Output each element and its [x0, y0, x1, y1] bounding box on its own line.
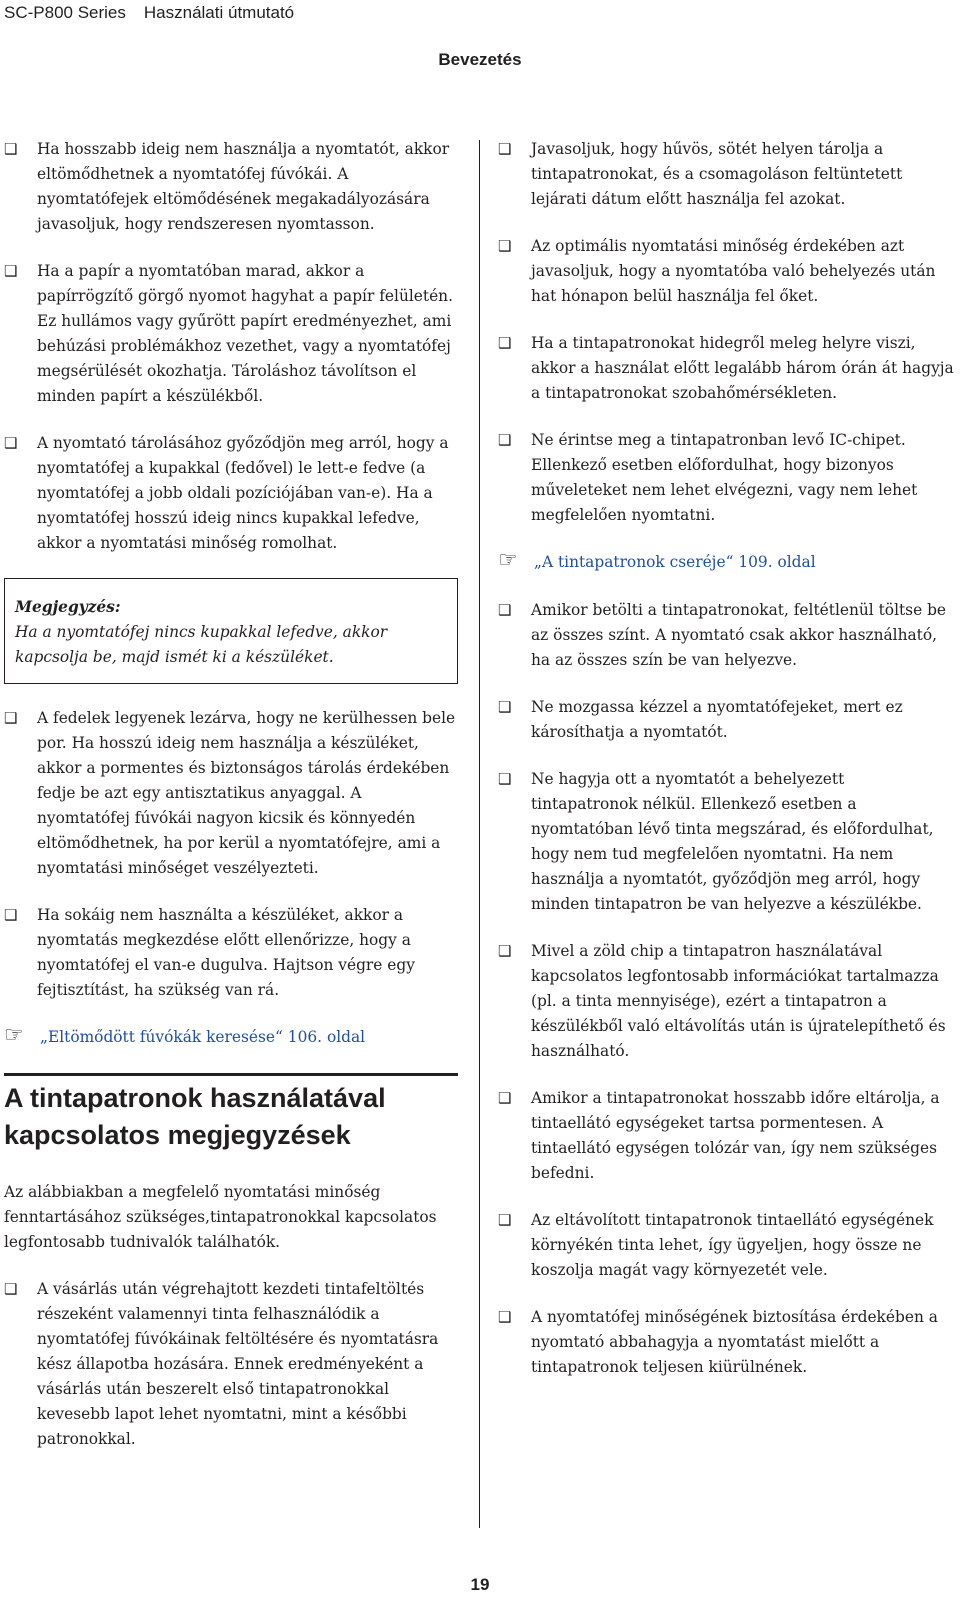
note-text: Ha a nyomtatófej nincs kupakkal lefedve, akkor kapcsolja be, majd ismét ki a készüléket. [15, 623, 388, 666]
cross-reference-text: „A tintapatronok cseréje“ 109. oldal [534, 553, 816, 571]
pointing-hand-icon: ☞ [498, 548, 518, 573]
list-item [498, 1208, 954, 1283]
list-item [498, 137, 954, 212]
note-title: Megjegyzés: [15, 598, 121, 616]
checkbox-bullet-icon: ❑ [498, 1308, 512, 1326]
checkbox-bullet-icon: ❑ [498, 1089, 512, 1107]
cross-reference-text: „Eltömődött fúvókák keresése“ 106. oldal [40, 1028, 366, 1046]
checkbox-bullet-icon: ❑ [498, 334, 512, 352]
list-item [498, 1305, 954, 1380]
bullet-list [4, 1277, 458, 1452]
checkbox-bullet-icon: ❑ [498, 140, 512, 158]
list-item [498, 1086, 954, 1186]
checkbox-bullet-icon: ❑ [498, 942, 512, 960]
list-item-text: Amikor betölti a tintapatronokat, feltétlenül töltse be az összes színt. A nyomtató csak akkor használható, ha az összes szín be van helyezve. [531, 601, 947, 669]
checkbox-bullet-icon: ❑ [498, 601, 512, 619]
list-item-text: A nyomtató tárolásához győződjön meg arról, hogy a nyomtatófej a kupakkal (fedővel) le lett-e fedve (a nyomtatófej a jobb oldali pozíciójában van-e). Ha a nyomtatófej hosszú ideig nincs kupakkal lefedve, akkor a nyomtatási minőség romolhat. [37, 434, 449, 552]
bullet-list [498, 598, 954, 1380]
checkbox-bullet-icon: ❑ [498, 770, 512, 788]
list-item [4, 1277, 458, 1452]
cross-reference-link[interactable] [498, 550, 954, 575]
manual-title: Használati útmutató [143, 3, 295, 22]
checkbox-bullet-icon: ❑ [498, 431, 512, 449]
list-item-text: Az eltávolított tintapatronok tintaellátó egységének környékén tinta lehet, így ügyeljen, hogy össze ne koszolja magát vagy környezetét vele. [531, 1211, 934, 1279]
list-item-text: Amikor a tintapatronokat hosszabb időre eltárolja, a tintaellátó egységeket tartsa pormentesen. A tintaellátó egységen tolózár van, így nem szükséges befedni. [531, 1089, 940, 1182]
list-item-text: Ne hagyja ott a nyomtatót a behelyezett tintapatronok nélkül. Ellenkező esetben a nyomtatóban lévő tinta megszárad, és előfordulhat, hogy nem tud megfelelően nyomtatni. Ha nem használja a nyomtatót, győződjön meg arról, hogy minden tintapatron be van helyezve a készülékbe. [531, 770, 934, 913]
list-item-text: Ha sokáig nem használta a készüléket, akkor a nyomtatás megkezdése előtt ellenőrizze, hogy a nyomtatófej el van-e dugulva. Hajtson végre egy fejtisztítást, ha szükség van rá. [37, 906, 415, 999]
list-item [498, 331, 954, 406]
list-item-text: Ne mozgassa kézzel a nyomtatófejeket, mert ez károsíthatja a nyomtatót. [531, 698, 903, 741]
left-column [4, 137, 458, 1474]
section-heading: A tintapatronok használatával kapcsolatos megjegyzések [4, 1083, 386, 1150]
list-item [498, 767, 954, 917]
product-name: SC-P800 Series [4, 3, 126, 22]
list-item [498, 939, 954, 1064]
list-item-text: Mivel a zöld chip a tintapatron használatával kapcsolatos legfontosabb információkat tartalmazza (pl. a tinta mennyisége), ezért a tintapatron a készülékből való eltávolítás után is újratelepíthető és használható. [531, 942, 946, 1060]
list-item-text: Ha a tintapatronokat hidegről meleg helyre viszi, akkor a használat előtt legalább három órán át hagyja a tintapatronokat szobahőmérsékleten. [531, 334, 954, 402]
checkbox-bullet-icon: ❑ [498, 237, 512, 255]
checkbox-bullet-icon: ❑ [4, 1280, 18, 1298]
list-item [4, 431, 458, 556]
note-box [4, 578, 458, 684]
right-column [498, 137, 954, 1402]
cross-reference-link[interactable] [4, 1025, 458, 1050]
list-item-text: Ha a papír a nyomtatóban marad, akkor a papírrögzítő görgő nyomot hagyhat a papír felületén. Ez hullámos vagy gyűrött papírt eredményezhet, ami behúzási problémákhoz vezethet, vagy a nyomtatófej megsérülését okozhatja. Tároláshoz távolítson el minden papírt a készülékből. [37, 262, 453, 405]
pointing-hand-icon: ☞ [4, 1023, 24, 1048]
column-divider [479, 140, 480, 1528]
checkbox-bullet-icon: ❑ [4, 906, 18, 924]
intro-paragraph: Az alábbiakban a megfelelő nyomtatási minőség fenntartásához szükséges,tintapatronokkal kapcsolatos legfontosabb tudnivalók találhatók. [4, 1183, 437, 1251]
list-item-text: Az optimális nyomtatási minőség érdekében azt javasoljuk, hogy a nyomtatóba való behelyezés után hat hónapon belül használja fel őket. [531, 237, 936, 305]
checkbox-bullet-icon: ❑ [4, 709, 18, 727]
bullet-list [4, 137, 458, 556]
list-item [4, 903, 458, 1003]
list-item [498, 598, 954, 673]
bullet-list [4, 706, 458, 1003]
list-item [4, 259, 458, 409]
checkbox-bullet-icon: ❑ [498, 1211, 512, 1229]
checkbox-bullet-icon: ❑ [498, 698, 512, 716]
list-item [498, 234, 954, 309]
checkbox-bullet-icon: ❑ [4, 434, 18, 452]
bullet-list [498, 137, 954, 528]
running-header [4, 3, 294, 23]
list-item-text: Javasoljuk, hogy hűvös, sötét helyen tárolja a tintapatronokat, és a csomagoláson feltüntetett lejárati dátum előtt használja fel azokat. [531, 140, 903, 208]
list-item [4, 706, 458, 881]
page-number: 19 [470, 1575, 490, 1594]
list-item-text: Ha hosszabb ideig nem használja a nyomtatót, akkor eltömődhetnek a nyomtatófej fúvókái. A nyomtatófejek eltömődésének megakadályozására javasoljuk, hogy rendszeresen nyomtasson. [37, 140, 450, 233]
list-item [498, 428, 954, 528]
list-item-text: A fedelek legyenek lezárva, hogy ne kerülhessen bele por. Ha hosszú ideig nem használja a készüléket, akkor a pormentes és biztonságos tárolás érdekében fedje be azt egy antisztatikus anyaggal. A nyomtatófej fúvókái nagyon kicsik és könnyedén eltömődhetnek, ha por kerül a nyomtatófejre, ami a nyomtatási minőséget veszélyezteti. [37, 709, 456, 877]
list-item-text: Ne érintse meg a tintapatronban levő IC-chipet. Ellenkező esetben előfordulhat, hogy bizonyos műveleteket nem lehet elvégezni, vagy nem lehet megfelelően nyomtatni. [531, 431, 918, 524]
list-item-text: A nyomtatófej minőségének biztosítása érdekében a nyomtató abbahagyja a nyomtatást mielőtt a tintapatronok teljesen kiürülnének. [531, 1308, 938, 1376]
checkbox-bullet-icon: ❑ [4, 262, 18, 280]
checkbox-bullet-icon: ❑ [4, 140, 18, 158]
list-item-text: A vásárlás után végrehajtott kezdeti tintafeltöltés részeként valamennyi tinta felhasználódik a nyomtatófej fúvókáinak feltöltésére és nyomtatásra kész állapotba hozására. Ennek eredményeként a vásárlás után beszerelt első tintapatronokkal kevesebb lapot lehet nyomtatni, mint a későbbi patronokkal. [37, 1280, 439, 1448]
list-item [498, 695, 954, 745]
list-item [4, 137, 458, 237]
section-title: Bevezetés [438, 50, 522, 69]
heading-rule [4, 1073, 458, 1076]
